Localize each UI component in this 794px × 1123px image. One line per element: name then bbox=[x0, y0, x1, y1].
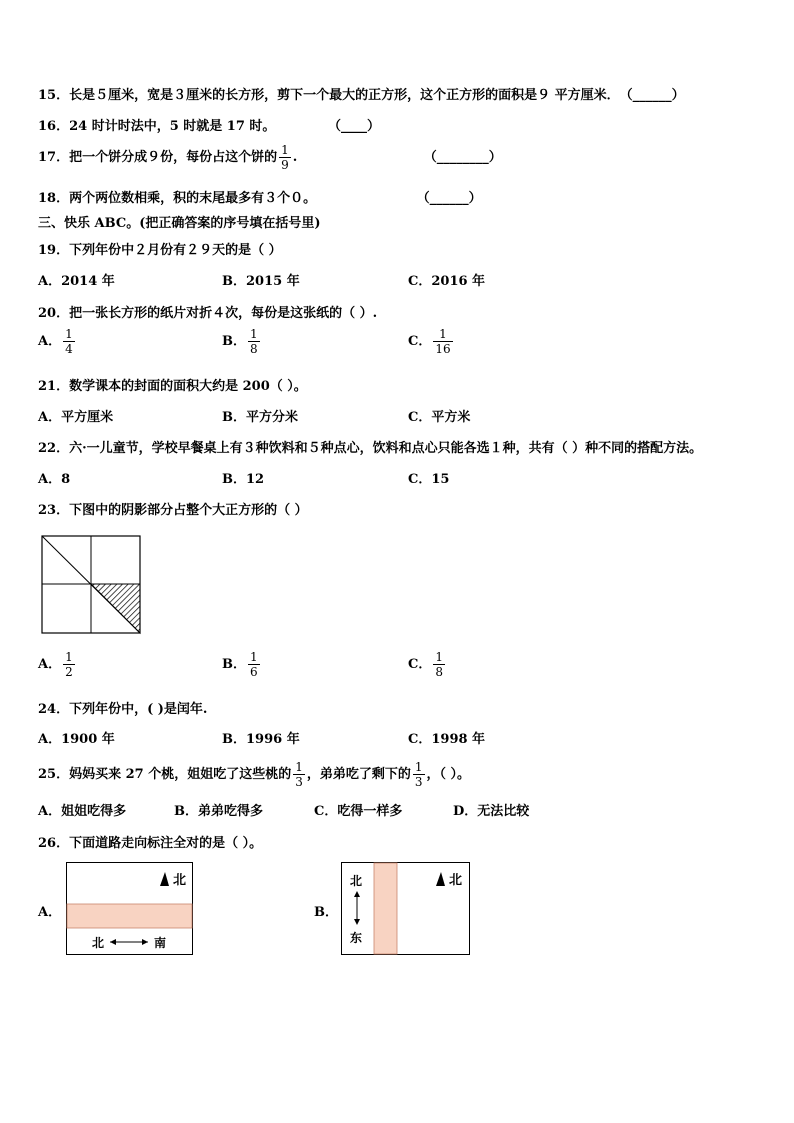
option-a[interactable]: A．平方厘米 bbox=[38, 410, 114, 425]
option-c[interactable]: C．平方米 bbox=[408, 410, 471, 425]
option-b[interactable]: B． $\frac{1}{6}$ bbox=[222, 650, 258, 679]
answer-blank[interactable]: （______） bbox=[619, 88, 685, 103]
fraction: $\frac{1}{4}$ bbox=[65, 327, 73, 356]
fraction: $\frac{1}{8}$ bbox=[250, 327, 258, 356]
option-c[interactable]: C．2016 年 bbox=[408, 274, 486, 289]
option-a[interactable]: A． bbox=[38, 905, 62, 920]
question-21: 21．数学课本的封面的面积大约是 200（ ）。 bbox=[38, 379, 307, 394]
option-a[interactable]: A． $\frac{1}{4}$ bbox=[38, 327, 73, 356]
option-a[interactable]: A．姐姐吃得多 bbox=[38, 804, 127, 819]
option-c[interactable]: C．15 bbox=[408, 472, 450, 487]
question-text: 15．长是５厘米，宽是３厘米的长方形，剪下一个最大的正方形，这个正方形的面积是９ 平方厘米． bbox=[38, 88, 620, 103]
arrow-label-bottom: 东 bbox=[350, 931, 363, 945]
option-a[interactable]: A．8 bbox=[38, 472, 71, 487]
fraction: $\frac{1}{6}$ bbox=[250, 650, 258, 679]
answer-blank[interactable]: （________） bbox=[423, 150, 502, 165]
question-text: 17．把一个饼分成９份，每份占这个饼的 bbox=[38, 150, 278, 165]
question-15 bbox=[38, 84, 685, 103]
arrow-label-left: 北 bbox=[92, 936, 105, 950]
question-17: 17．把一个饼分成９份，每份占这个饼的 $\frac{1}{9}$ . （________） bbox=[38, 143, 502, 172]
question-text: 16．24 时计时法中，5 时就是 17 时。 bbox=[38, 119, 276, 134]
option-d[interactable]: D．无法比较 bbox=[453, 804, 530, 819]
fraction: $\frac{1}{16}$ bbox=[435, 327, 451, 356]
answer-blank[interactable]: （______） bbox=[416, 191, 482, 206]
shaded-square-figure bbox=[41, 535, 142, 635]
fraction: $\frac{1}{9}$ bbox=[281, 143, 289, 172]
question-26: 26．下面道路走向标注全对的是（ ）。 bbox=[38, 836, 263, 851]
road-horizontal bbox=[67, 904, 192, 928]
arrow-label-right: 南 bbox=[154, 936, 167, 950]
fraction: $\frac{1}{3}$ bbox=[414, 760, 423, 789]
option-b[interactable]: B．弟弟吃得多 bbox=[174, 804, 263, 819]
question-20: 20．把一张长方形的纸片对折４次，每份是这张纸的（ ）. bbox=[38, 306, 378, 321]
option-a[interactable]: A．1900 年 bbox=[38, 732, 115, 747]
option-c[interactable]: C．吃得一样多 bbox=[314, 804, 403, 819]
question-18 bbox=[38, 187, 482, 206]
option-b[interactable]: B． bbox=[314, 905, 338, 920]
fraction: $\frac{1}{8}$ bbox=[435, 650, 443, 679]
north-mark-label: 北 bbox=[173, 873, 187, 888]
option-b[interactable]: B．平方分米 bbox=[222, 410, 298, 425]
question-25: 25．妈妈买来 27 个桃，姐姐吃了这些桃的 $\frac{1}{3}$ ，弟弟吃了剩下的 $\frac{1}{3}$ ，（ ）。 bbox=[38, 760, 471, 789]
fraction: $\frac{1}{2}$ bbox=[65, 650, 73, 679]
map-b bbox=[341, 862, 471, 956]
section-heading: 三、快乐 ABC。(把正确答案的序号填在括号里) bbox=[38, 216, 321, 231]
option-b[interactable]: B．1996 年 bbox=[222, 732, 300, 747]
arrow-label-top: 北 bbox=[350, 874, 363, 888]
option-b[interactable]: B．2015 年 bbox=[222, 274, 300, 289]
option-a[interactable]: A． $\frac{1}{2}$ bbox=[38, 650, 73, 679]
question-text: 18．两个两位数相乘，积的末尾最多有３个０。 bbox=[38, 191, 317, 206]
question-19: 19．下列年份中２月份有２９天的是（ ） bbox=[38, 243, 282, 258]
question-24: 24．下列年份中，( )是闰年. bbox=[38, 702, 208, 717]
answer-blank[interactable]: （____） bbox=[327, 119, 380, 134]
north-mark-label: 北 bbox=[449, 873, 463, 888]
option-c[interactable]: C． $\frac{1}{8}$ bbox=[408, 650, 443, 679]
map-a bbox=[66, 862, 194, 956]
fraction: $\frac{1}{3}$ bbox=[295, 760, 303, 789]
road-vertical bbox=[374, 863, 397, 954]
option-b[interactable]: B． $\frac{1}{8}$ bbox=[222, 327, 258, 356]
question-22: 22．六·一儿童节，学校早餐桌上有３种饮料和５种点心，饮料和点心只能各选１种，共有（ ）种不同的搭配方法。 bbox=[38, 441, 703, 456]
option-a[interactable]: A．2014 年 bbox=[38, 274, 115, 289]
question-16 bbox=[38, 115, 380, 134]
option-b[interactable]: B．12 bbox=[222, 472, 265, 487]
option-c[interactable]: C．1998 年 bbox=[408, 732, 486, 747]
option-c[interactable]: C． $\frac{1}{16}$ bbox=[408, 327, 451, 356]
question-23: 23．下图中的阴影部分占整个大正方形的（ ） bbox=[38, 503, 308, 518]
